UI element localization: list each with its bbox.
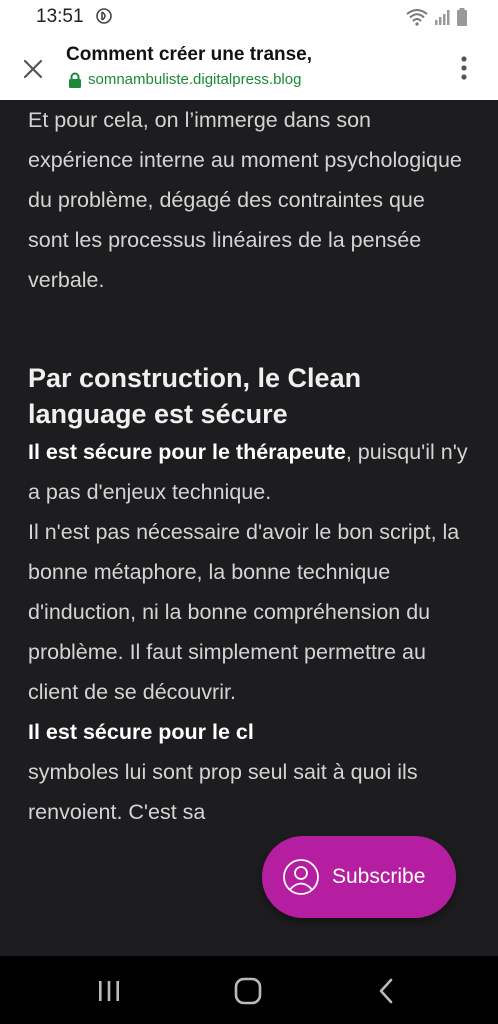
data-saver-icon xyxy=(95,7,113,25)
bold-text: Il est sécure pour le thérapeute xyxy=(28,440,346,464)
user-icon xyxy=(282,858,320,896)
lock-icon xyxy=(68,72,82,88)
recent-apps-icon[interactable] xyxy=(92,974,126,1008)
paragraph-text: , puisqu'il n'y a pas d'enjeux technique. xyxy=(28,440,468,504)
paragraph: Et pour cela, on l’immerge dans son expérience interne au moment psychologique du problème, dégagé des contraintes que sont les processus linéaires de la pensée verbale. xyxy=(28,108,462,292)
more-options-icon[interactable] xyxy=(456,54,472,82)
article-body xyxy=(0,100,498,832)
home-icon[interactable] xyxy=(231,974,265,1008)
paragraph: Il n'est pas nécessaire d'avoir le bon script, la bonne métaphore, la bonne technique d'induction, ni la bonne compréhension du problème. Il faut simplement permettre au client de se découvrir. xyxy=(28,520,460,704)
page-title: Comment créer une transe, xyxy=(66,44,313,65)
paragraph-text: symboles lui sont prop seul sait à quoi ils renvoient. C'est sa xyxy=(28,760,418,824)
paragraph xyxy=(28,712,470,832)
url-row xyxy=(68,71,301,88)
wifi-icon xyxy=(406,8,428,26)
browser-toolbar xyxy=(0,34,498,101)
subscribe-label: Subscribe xyxy=(332,865,426,888)
clock: 13:51 xyxy=(36,6,84,27)
back-icon[interactable] xyxy=(370,974,404,1008)
system-nav-bar xyxy=(0,956,498,1024)
close-icon[interactable] xyxy=(18,54,48,84)
bold-text: Il est sécure pour le cl xyxy=(28,720,254,744)
section-heading: Par construction, le Clean language est sécure xyxy=(28,363,362,429)
battery-icon xyxy=(456,8,468,26)
page-url: somnambuliste.digitalpress.blog xyxy=(88,71,302,88)
article-content[interactable] xyxy=(0,100,498,956)
signal-icon xyxy=(434,9,450,25)
subscribe-button[interactable] xyxy=(262,836,456,918)
status-bar xyxy=(0,0,498,34)
paragraph xyxy=(28,432,470,512)
